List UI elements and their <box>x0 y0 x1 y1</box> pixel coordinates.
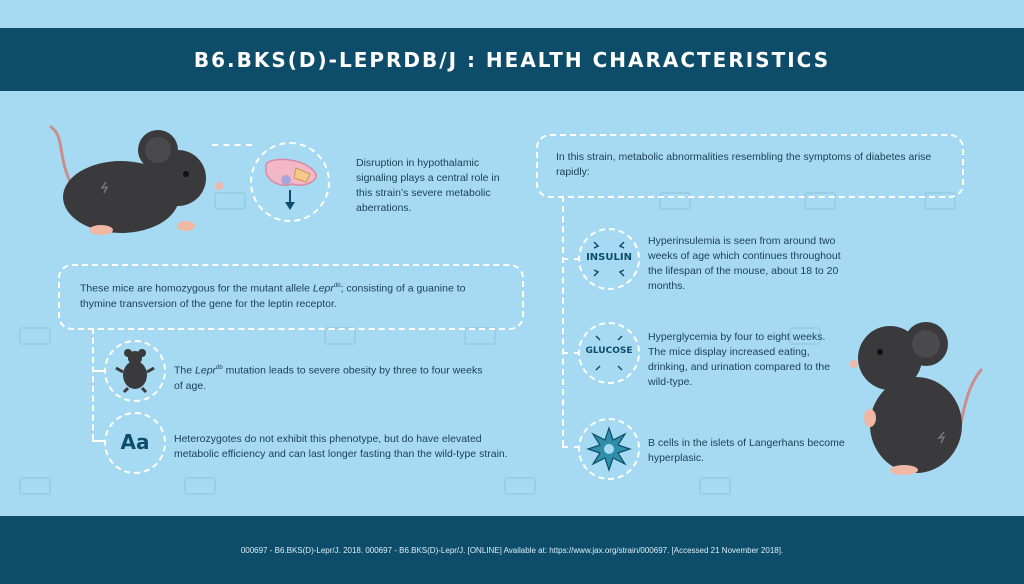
genotype-text-before: These mice are homozygous for the mutant allele <box>80 282 313 295</box>
connector-line <box>92 440 104 442</box>
metabolic-intro-text: In this strain, metabolic abnormalities resembling the symptoms of diabetes arise rapidly: <box>556 151 932 178</box>
bcells-text: B cells in the islets of Langerhans become hyperplasic. <box>648 437 845 464</box>
hypothalamus-text: Disruption in hypothalamic signaling plays a central role in this strain’s severe metabolic aberrations. <box>356 157 500 214</box>
header-bar <box>0 28 1024 91</box>
genotype-text-after: ; consisting of a guanine to thymine transversion of the gene for the leptin receptor. <box>80 282 466 310</box>
mouse-illustration-left <box>46 122 236 240</box>
glucose-label: GLUCOSE <box>585 346 633 356</box>
obesity-icon-circle <box>104 340 166 402</box>
glucose-icon-circle <box>578 322 640 384</box>
obesity-text-before: The <box>174 364 196 377</box>
citation-text: 000697 - B6.BKS(D)-Lepr/J. 2018. 000697 - B6.BKS(D)-Lepr/J. [ONLINE] Available at: https://www.jax.org/strain/000697. [Accessed 21 November 2018]. <box>240 545 784 555</box>
allele-superscript: db <box>333 283 341 289</box>
obesity-text-after: mutation leads to severe obesity by three to four weeks of age. <box>174 364 483 392</box>
top-strip <box>0 0 1024 28</box>
allele-name: Lepr <box>312 282 334 295</box>
mouse-silhouette-icon <box>106 342 164 400</box>
footer-bar <box>0 516 1024 584</box>
cell-icon <box>580 420 638 478</box>
mouse-illustration-right <box>846 320 986 480</box>
insulin-label: INSULIN <box>586 252 632 263</box>
connector-line <box>562 196 564 446</box>
allele-letters-icon: Aa <box>120 430 150 454</box>
genotype-text <box>80 279 500 312</box>
allele-name: Lepr <box>195 364 217 377</box>
allele-superscript: db <box>216 365 223 371</box>
insulin-icon-circle <box>578 228 640 290</box>
genotype-icon-circle <box>104 412 166 474</box>
heterozygotes-text: Heterozygotes do not exhibit this phenotype, but do have elevated metabolic efficiency and can last longer fasting than the wild-type strain. <box>174 433 508 460</box>
brain-icon-circle <box>250 142 330 222</box>
insulin-text: Hyperinsulemia is seen from around two weeks of age which continues throughout the lifespan of the mouse, about 18 to 20 months. <box>648 235 841 292</box>
obesity-text <box>174 361 494 394</box>
page-title: B6.BKS(D)-LEPRDB/J : HEALTH CHARACTERISTICS <box>193 47 831 72</box>
glucose-text: Hyperglycemia by four to eight weeks. The mice display increased eating, drinking, and urination compared to the wild-type. <box>648 331 831 388</box>
connector-line <box>212 144 252 146</box>
connector-line <box>92 328 94 440</box>
connector-line <box>92 370 104 372</box>
brain-icon <box>252 144 328 220</box>
bcell-icon-circle <box>578 418 640 480</box>
